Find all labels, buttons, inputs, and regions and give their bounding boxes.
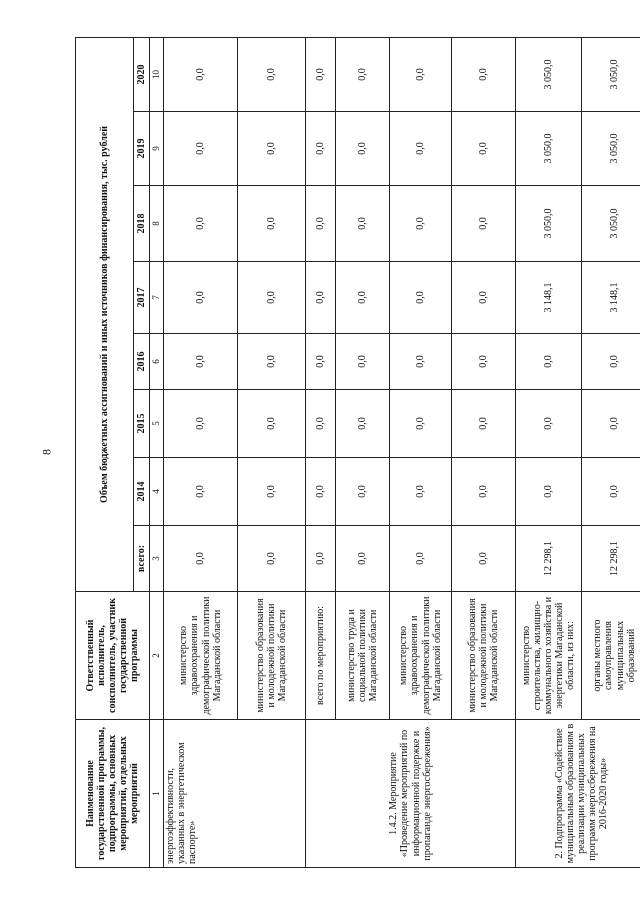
- value-cell: 0,0: [336, 526, 390, 592]
- value-cell: 0,0: [164, 186, 238, 262]
- table-row: [164, 37, 238, 867]
- value-cell: 3 050,0: [582, 112, 640, 186]
- header-year: 2019: [134, 112, 150, 186]
- value-cell: 0,0: [164, 458, 238, 526]
- value-cell: 3 050,0: [582, 186, 640, 262]
- value-cell: 0,0: [238, 334, 306, 390]
- value-cell: 0,0: [452, 526, 516, 592]
- row-responsible-cell: всего по мероприятию:: [306, 592, 336, 720]
- column-number-row: [150, 37, 164, 867]
- value-cell: 0,0: [516, 390, 582, 458]
- value-cell: 0,0: [306, 37, 336, 111]
- value-cell: 0,0: [306, 458, 336, 526]
- value-cell: 0,0: [582, 334, 640, 390]
- funding-table: [75, 37, 640, 868]
- value-cell: 0,0: [516, 458, 582, 526]
- value-cell: 12 298,1: [582, 526, 640, 592]
- value-cell: 0,0: [452, 37, 516, 111]
- value-cell: 3 050,0: [516, 186, 582, 262]
- row-responsible-cell: органы местного самоуправления муниципальных образований: [582, 592, 640, 720]
- value-cell: 0,0: [164, 37, 238, 111]
- value-cell: 0,0: [238, 390, 306, 458]
- column-number: 8: [150, 186, 164, 262]
- row-responsible-cell: министерство здравоохранения и демографической политики Магаданской области: [390, 592, 452, 720]
- value-cell: 0,0: [582, 458, 640, 526]
- column-number: 4: [150, 458, 164, 526]
- value-cell: 3 050,0: [516, 112, 582, 186]
- value-cell: 0,0: [336, 112, 390, 186]
- value-cell: 0,0: [390, 526, 452, 592]
- column-number: 6: [150, 334, 164, 390]
- value-cell: 0,0: [306, 526, 336, 592]
- header-name: Наименование государственной программы, подпрограммы, основных мероприятий, отдельных мероприятий: [76, 720, 150, 868]
- value-cell: 0,0: [390, 334, 452, 390]
- value-cell: 0,0: [452, 334, 516, 390]
- row-responsible-cell: министерство образования и молодежной политики Магаданской области: [452, 592, 516, 720]
- header-year: 2017: [134, 262, 150, 334]
- value-cell: 0,0: [238, 526, 306, 592]
- value-cell: 0,0: [336, 186, 390, 262]
- value-cell: 0,0: [390, 390, 452, 458]
- value-cell: 0,0: [390, 112, 452, 186]
- header-total: всего:: [134, 526, 150, 592]
- row-responsible-cell: министерство здравоохранения и демографической политики Магаданской области: [164, 592, 238, 720]
- value-cell: 0,0: [238, 458, 306, 526]
- value-cell: 3 148,1: [582, 262, 640, 334]
- column-number: 7: [150, 262, 164, 334]
- row-name-cell: энергоэффективности, указанных в энергетическом паспорте»: [164, 720, 306, 868]
- value-cell: 0,0: [164, 334, 238, 390]
- value-cell: 0,0: [164, 390, 238, 458]
- row-responsible-cell: министерство строительства, жилищно-коммунального хозяйства и энергетики Магаданской области, из них:: [516, 592, 582, 720]
- value-cell: 3 050,0: [516, 37, 582, 111]
- value-cell: 0,0: [306, 186, 336, 262]
- value-cell: 0,0: [452, 186, 516, 262]
- value-cell: 0,0: [238, 37, 306, 111]
- value-cell: 0,0: [306, 112, 336, 186]
- value-cell: 0,0: [336, 262, 390, 334]
- value-cell: 0,0: [238, 262, 306, 334]
- table-row: [516, 37, 582, 867]
- value-cell: 12 298,1: [516, 526, 582, 592]
- header-funding: Объем бюджетных ассигнований и иных источников финансирования, тыс. рублей: [76, 37, 134, 591]
- value-cell: 0,0: [452, 390, 516, 458]
- value-cell: 0,0: [306, 262, 336, 334]
- header-year: 2014: [134, 458, 150, 526]
- column-number: 1: [150, 720, 164, 868]
- value-cell: 0,0: [516, 334, 582, 390]
- value-cell: 0,0: [452, 262, 516, 334]
- value-cell: 3 050,0: [582, 37, 640, 111]
- value-cell: 0,0: [164, 526, 238, 592]
- value-cell: 0,0: [582, 390, 640, 458]
- row-name-cell: 2. Подпрограмма «Содействие муниципальным образованиям в реализации муниципальных программ энергосбережения на 2016-2020 годы»: [516, 720, 640, 868]
- value-cell: 0,0: [452, 112, 516, 186]
- header-year: 2020: [134, 37, 150, 111]
- table-row: [306, 37, 336, 867]
- value-cell: 0,0: [306, 334, 336, 390]
- value-cell: 0,0: [336, 37, 390, 111]
- page-number: 8: [39, 449, 54, 455]
- header-row-1: [76, 37, 134, 867]
- value-cell: 0,0: [336, 390, 390, 458]
- header-responsible: Ответственный исполнитель, соисполнитель, участник государственной программы: [76, 592, 150, 720]
- header-year: 2015: [134, 390, 150, 458]
- value-cell: 0,0: [238, 186, 306, 262]
- value-cell: 0,0: [336, 334, 390, 390]
- value-cell: 0,0: [390, 262, 452, 334]
- row-responsible-cell: министерство труда и социальной политики Магаданской области: [336, 592, 390, 720]
- column-number: 10: [150, 37, 164, 111]
- row-name-cell: 1.4.2. Мероприятие «Проведение мероприятий по информационной подержке и пропаганде энергосбережения»: [306, 720, 516, 868]
- value-cell: 0,0: [238, 112, 306, 186]
- row-responsible-cell: министерство образования и молодежной политики Магаданской области: [238, 592, 306, 720]
- header-year: 2016: [134, 334, 150, 390]
- column-number: 9: [150, 112, 164, 186]
- column-number: 2: [150, 592, 164, 720]
- value-cell: 0,0: [336, 458, 390, 526]
- column-number: 5: [150, 390, 164, 458]
- value-cell: 0,0: [452, 458, 516, 526]
- value-cell: 0,0: [306, 390, 336, 458]
- rotated-table-container: [75, 38, 637, 868]
- value-cell: 0,0: [390, 186, 452, 262]
- value-cell: 0,0: [390, 458, 452, 526]
- value-cell: 0,0: [390, 37, 452, 111]
- value-cell: 0,0: [164, 262, 238, 334]
- header-year: 2018: [134, 186, 150, 262]
- column-number: 3: [150, 526, 164, 592]
- value-cell: 0,0: [164, 112, 238, 186]
- value-cell: 3 148,1: [516, 262, 582, 334]
